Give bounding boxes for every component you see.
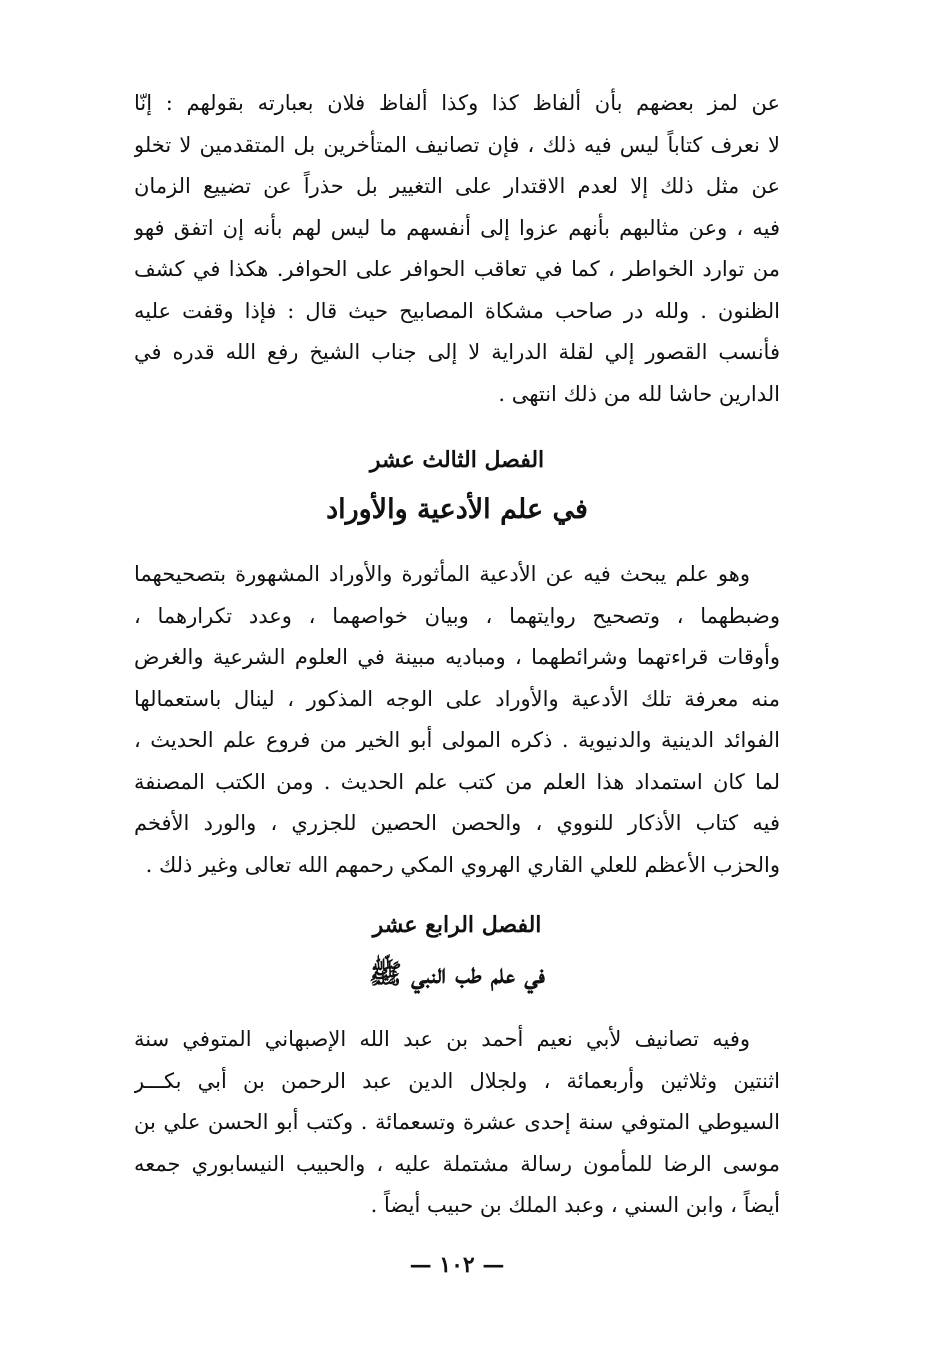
section-13-heading: الفصل الثالث عشر <box>369 447 545 473</box>
text-line: الظنون . ولله در صاحب مشكاة المصابيح حيث قال : فإذا وقفت عليه <box>134 298 780 323</box>
text-line: فأنسب القصور إلي لقلة الدراية لا إلى جناب الشيخ رفع الله قدره في <box>134 340 780 364</box>
page-number: — ١٠٢ — <box>409 1252 505 1278</box>
paragraph-1 <box>134 83 780 415</box>
text-line: عن مثل ذلك إلا لعدم الاقتدار على التغيير بل حذراً عن تضييع الزمان <box>134 174 780 198</box>
text-line: منه معرفة تلك الأدعية والأوراد على الوجه المذكور ، لينال باستعمالها <box>134 686 780 711</box>
text-line: أيضاً ، وابن السني ، وعبد الملك بن حبيب أيضاً . <box>370 1193 780 1217</box>
text-line: والحزب الأعظم للعلي القاري الهروي المكي رحمهم الله تعالى وغير ذلك . <box>145 852 780 877</box>
text-line: الفوائد الدينية والدنيوية . ذكره المولى أبو الخير من فروع علم الحديث ، <box>134 728 780 752</box>
text-line: فيه كتاب الأذكار للنووي ، والحصن الحصين للجزري ، والورد الأفخم <box>134 811 780 835</box>
text-line: لا نعرف كتاباً ليس فيه ذلك ، فإن تصانيف المتأخرين بل المتقدمين لا تخلو <box>134 132 780 157</box>
text-line: وهو علم يبحث فيه عن الأدعية المأثورة والأوراد المشهورة بتصحيحهما <box>134 562 750 586</box>
section-14-paragraph <box>134 1019 780 1227</box>
text-line: اثنتين وثلاثين وأربعمائة ، ولجلال الدين عبد الرحمن بن أبي بكـــر <box>134 1068 780 1093</box>
text-line: وأوقات قراءتهما وشرائطهما ، ومباديه مبينة في العلوم الشرعية والغرض <box>134 645 780 669</box>
section-14-title: في علم طب النبي ﷺ <box>369 959 545 990</box>
text-line: السيوطي المتوفي سنة إحدى عشرة وتسعمائة . وكتب أبو الحسن علي بن <box>134 1110 780 1134</box>
section-13-paragraph <box>134 554 780 886</box>
text-line: وفيه تصانيف لأبي نعيم أحمد بن عبد الله الإصبهاني المتوفي سنة <box>134 1027 750 1051</box>
section-13-title: في علم الأدعية والأوراد <box>326 494 588 525</box>
text-line: عن لمز بعضهم بأن ألفاظ كذا وكذا ألفاظ فلان بعبارته بقولهم : إنّا <box>134 91 780 115</box>
text-line: فيه ، وعن مثالبهم بأنهم عزوا إلى أنفسهم ما ليس لهم بأنه إن اتفق فهو <box>134 215 780 240</box>
section-14-heading: الفصل الرابع عشر <box>372 912 542 938</box>
text-line: موسى الرضا للمأمون رسالة مشتملة عليه ، والحبيب النيسابوري جمعه <box>134 1151 780 1176</box>
text-line: وضبطهما ، وتصحيح روايتهما ، وبيان خواصهما ، وعدد تكرارهما ، <box>134 603 780 628</box>
text-line: من توارد الخواطر ، كما في تعاقب الحوافر على الحوافر. هكذا في كشف <box>134 257 780 281</box>
text-line: الدارين حاشا لله من ذلك انتهى . <box>498 381 780 406</box>
text-line: لما كان استمداد هذا العلم من كتب علم الحديث . ومن الكتب المصنفة <box>134 769 780 794</box>
